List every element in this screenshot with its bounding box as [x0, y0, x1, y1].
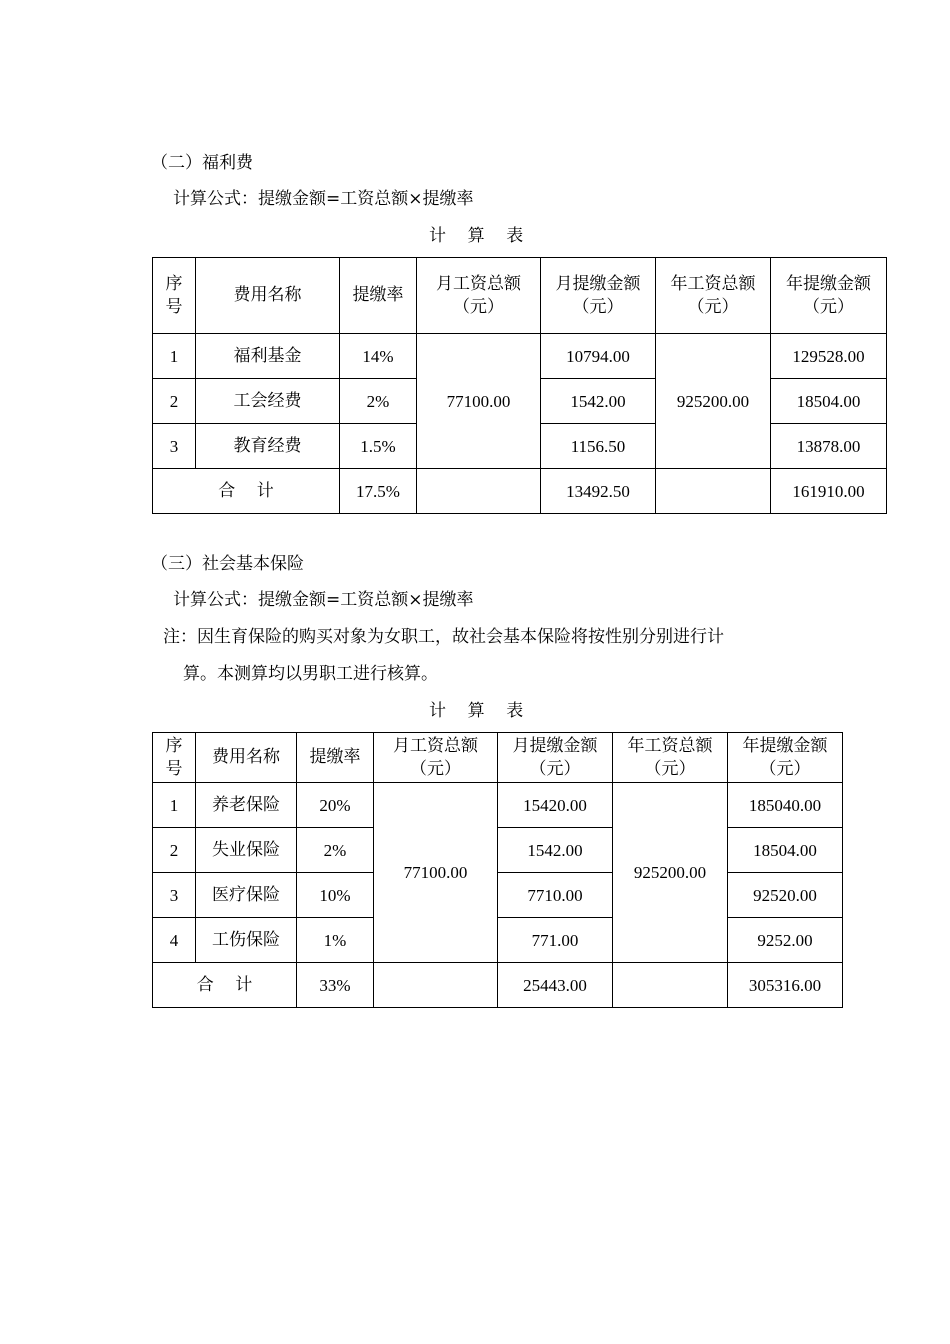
row-seq: 2	[153, 379, 196, 424]
row-seq: 4	[153, 918, 196, 963]
row-seq: 2	[153, 828, 196, 873]
row-rate: 2%	[297, 828, 374, 873]
row-name: 养老保险	[196, 783, 297, 828]
total-row	[153, 469, 887, 514]
table-row	[153, 873, 843, 918]
welfare-fee-table	[152, 257, 887, 514]
total-annual-wage-empty	[613, 963, 728, 1008]
header-rate: 提缴率	[297, 733, 374, 783]
header-rate: 提缴率	[340, 258, 417, 334]
row-monthly-amount: 7710.00	[498, 873, 613, 918]
row-monthly-amount: 10794.00	[541, 334, 656, 379]
section3-formula: 计算公式：提缴金额=工资总额×提缴率	[173, 590, 474, 610]
row-seq: 3	[153, 424, 196, 469]
social-insurance-table	[152, 732, 843, 1008]
table-header-row	[153, 258, 887, 334]
total-monthly-amount: 25443.00	[498, 963, 613, 1008]
header-annual-wage: 年工资总额（元）	[656, 258, 771, 334]
row-seq: 3	[153, 873, 196, 918]
total-monthly-wage-empty	[374, 963, 498, 1008]
table-row	[153, 918, 843, 963]
total-label: 合 计	[153, 469, 340, 514]
row-rate: 14%	[340, 334, 417, 379]
monthly-wage-cell: 77100.00	[417, 334, 541, 469]
table-row	[153, 334, 887, 379]
row-name: 工伤保险	[196, 918, 297, 963]
row-name: 医疗保险	[196, 873, 297, 918]
row-monthly-amount: 771.00	[498, 918, 613, 963]
row-name: 教育经费	[196, 424, 340, 469]
row-annual-amount: 129528.00	[771, 334, 887, 379]
row-monthly-amount: 15420.00	[498, 783, 613, 828]
section2-formula: 计算公式：提缴金额=工资总额×提缴率	[173, 189, 474, 209]
header-seq: 序号	[153, 258, 196, 334]
annual-wage-cell: 925200.00	[656, 334, 771, 469]
row-annual-amount: 18504.00	[728, 828, 843, 873]
header-annual-amount: 年提缴金额（元）	[771, 258, 887, 334]
total-annual-wage-empty	[656, 469, 771, 514]
row-monthly-amount: 1542.00	[498, 828, 613, 873]
row-rate: 1%	[297, 918, 374, 963]
total-monthly-amount: 13492.50	[541, 469, 656, 514]
row-annual-amount: 92520.00	[728, 873, 843, 918]
row-seq: 1	[153, 334, 196, 379]
header-annual-wage: 年工资总额（元）	[613, 733, 728, 783]
total-label: 合 计	[153, 963, 297, 1008]
table-header-row	[153, 733, 843, 783]
section2-table-caption: 计 算 表	[429, 226, 524, 246]
header-name: 费用名称	[196, 258, 340, 334]
row-monthly-amount: 1156.50	[541, 424, 656, 469]
row-annual-amount: 9252.00	[728, 918, 843, 963]
total-monthly-wage-empty	[417, 469, 541, 514]
header-name: 费用名称	[196, 733, 297, 783]
row-name: 福利基金	[196, 334, 340, 379]
annual-wage-cell: 925200.00	[613, 783, 728, 963]
row-rate: 2%	[340, 379, 417, 424]
header-monthly-amount: 月提缴金额（元）	[498, 733, 613, 783]
table-row	[153, 828, 843, 873]
header-monthly-amount: 月提缴金额（元）	[541, 258, 656, 334]
section2-heading: （二）福利费	[151, 153, 253, 173]
row-seq: 1	[153, 783, 196, 828]
header-annual-amount: 年提缴金额（元）	[728, 733, 843, 783]
row-name: 失业保险	[196, 828, 297, 873]
row-monthly-amount: 1542.00	[541, 379, 656, 424]
row-rate: 1.5%	[340, 424, 417, 469]
section3-note-line1: 注：因生育保险的购买对象为女职工，故社会基本保险将按性别分别进行计	[163, 627, 724, 647]
header-seq: 序号	[153, 733, 196, 783]
row-rate: 20%	[297, 783, 374, 828]
row-name: 工会经费	[196, 379, 340, 424]
total-rate: 33%	[297, 963, 374, 1008]
header-monthly-wage: 月工资总额（元）	[417, 258, 541, 334]
total-annual-amount: 161910.00	[771, 469, 887, 514]
row-rate: 10%	[297, 873, 374, 918]
row-annual-amount: 13878.00	[771, 424, 887, 469]
total-rate: 17.5%	[340, 469, 417, 514]
total-annual-amount: 305316.00	[728, 963, 843, 1008]
section3-table-caption: 计 算 表	[429, 701, 524, 721]
row-annual-amount: 185040.00	[728, 783, 843, 828]
total-row	[153, 963, 843, 1008]
header-monthly-wage: 月工资总额（元）	[374, 733, 498, 783]
monthly-wage-cell: 77100.00	[374, 783, 498, 963]
section3-note-line2: 算。本测算均以男职工进行核算。	[183, 664, 438, 684]
table-row	[153, 783, 843, 828]
row-annual-amount: 18504.00	[771, 379, 887, 424]
section3-heading: （三）社会基本保险	[151, 554, 304, 574]
